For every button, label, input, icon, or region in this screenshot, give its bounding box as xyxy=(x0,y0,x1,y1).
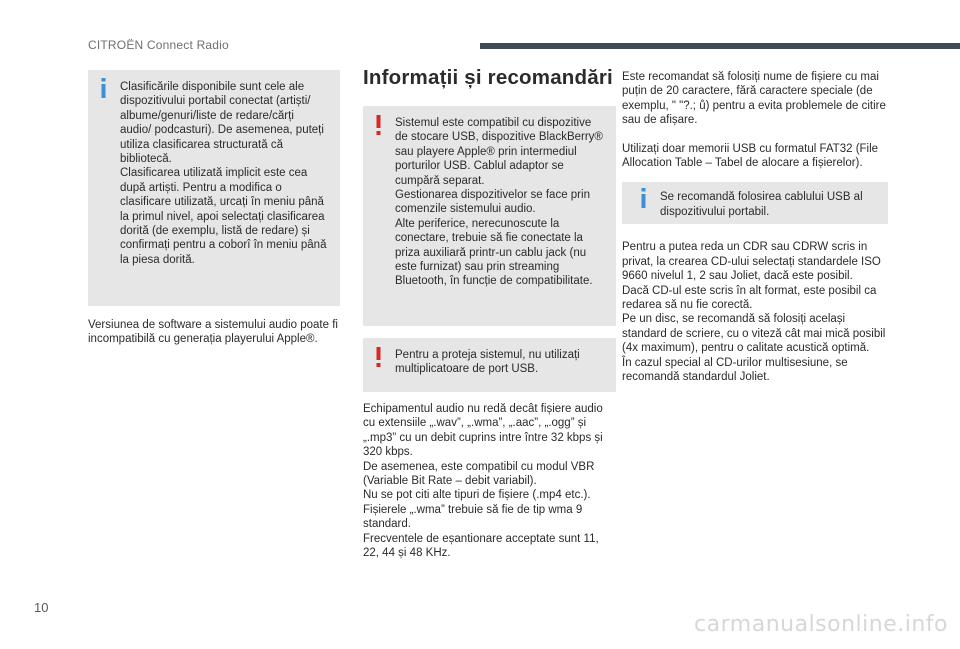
cd-recommendations-paragraph: Pentru a putea reda un CDR sau CDRW scris in privat, la crearea CD-ului selectați standardele ISO 9660 nivelul 1, 2 sau Joliet, dacă este posibil. Dacă CD-ul este scris în alt format, este posibil ca redarea să nu fie corectă. Pe un disc, se recomandă să folosiți același standard de scriere, cu o viteză cât mai mică posibil (4x maximum), pentru o calitate acustică optimă. În cazul special al CD-urilor multisesiune, se recomandă standardul Joliet. xyxy=(622,241,886,384)
header-bar xyxy=(480,43,960,49)
section-heading: Informații și recomandări xyxy=(363,66,613,89)
info-box-text: Clasificările disponibile sunt cele ale dispozitivului portabil conectat (artiști/ albume/genuri/liste de redare/cărți audio/ podcasturi). De asemenea, puteți utiliza clasificarea structurată că bibliotecă. Clasificarea utilizată implicit este cea după artiști. Pentru a modifica o clasificare utilizată, urcați în meniu până la primul nivel, apoi selectați clasificarea dorită (de exemplu, listă de redare) și confirmați pentru a coborî în meniu până la piesa dorită. xyxy=(120,81,327,266)
left-column xyxy=(88,70,340,347)
warning-icon xyxy=(373,115,384,135)
fat32-paragraph: Utilizați doar memorii USB cu formatul FAT32 (File Allocation Table – Tabel de alocare a fișierelor). xyxy=(622,142,879,170)
audio-formats-paragraph: Echipamentul audio nu redă decât fișiere audio cu extensiile „.wav”, „.wma”, „.aac”, „.ogg” și „.mp3” cu un debit cuprins intre între 32 kbps și 320 kbps. De asemenea, este compatibil cu modul VBR (Variable Bit Rate – debit variabil). Nu se pot citi alte tipuri de fișiere (.mp4 etc.). Fișierele „.wma” trebuie să fie de tip wma 9 standard. Frecventele de eșantionare acceptate sunt 11, 22, 44 și 48 KHz. xyxy=(363,403,603,560)
apple-compatibility-note: Versiunea de software a sistemului audio poate fi incompatibilă cu generația playerului Apple®. xyxy=(88,319,338,346)
page-number: 10 xyxy=(34,600,49,615)
info-icon xyxy=(638,188,649,208)
warning-box-text: Sistemul este compatibil cu dispozitive de stocare USB, dispozitive BlackBerry® sau playere Apple® prin intermediul porturilor USB. Cablul adaptor se cumpără separat. Gestionarea dispozitivelor se face prin comenzile sistemului audio. Alte periferice, nerecunoscute la conectare, trebuie să fie conectate la priza auxiliară printr-un cablu jack (nu este furnizat) sau prin streaming Bluetooth, în funcție de compatibilitate. xyxy=(395,117,603,288)
warning-box-usb-hub xyxy=(363,338,616,392)
warning-box-text: Pentru a proteja sistemul, nu utilizați multiplicatoare de port USB. xyxy=(395,349,580,376)
info-box-text: Se recomandă folosirea cablului USB al dispozitivului portabil. xyxy=(660,191,863,218)
watermark-text: carmanualsonline.info xyxy=(694,612,948,637)
info-box-usb-cable xyxy=(622,182,888,224)
info-icon xyxy=(98,78,109,98)
warning-icon xyxy=(373,347,384,367)
manual-header-title: CITROËN Connect Radio xyxy=(88,38,229,52)
file-names-paragraph: Este recomandat să folosiți nume de fișiere cu mai puțin de 20 caractere, fără caractere speciale (de exemplu, " "?.; ů) pentru a evita problemele de citire sau de afișare. xyxy=(622,71,886,127)
info-box xyxy=(88,70,340,306)
right-column xyxy=(622,70,888,385)
warning-box-compatibility xyxy=(363,106,616,326)
middle-column xyxy=(363,66,616,560)
